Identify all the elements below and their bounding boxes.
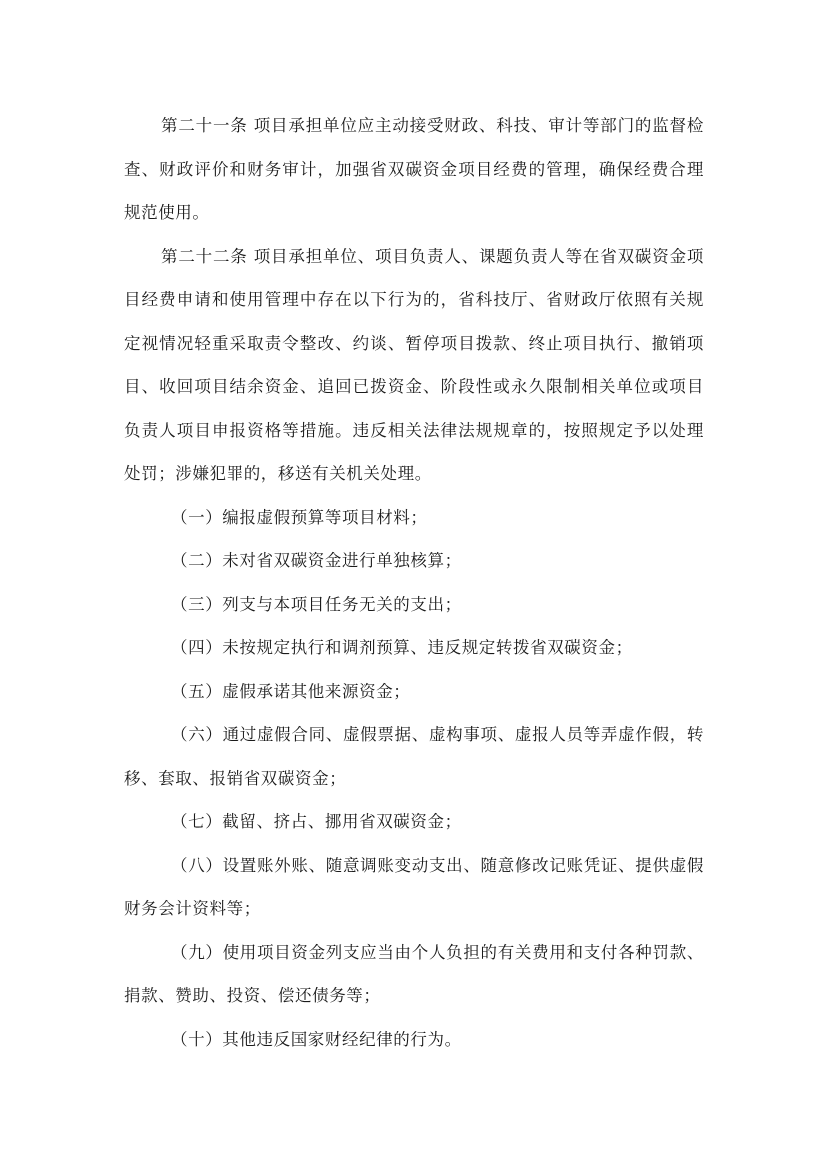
list-item-1: （一）编报虚假预算等项目材料；	[171, 507, 428, 527]
list-item-8: （八）设置账外账、随意调账变动支出、随意修改记账凭证、提供虚假财务会计资料等；	[124, 855, 704, 918]
article-22: 第二十二条 项目承担单位、项目负责人、课题负责人等在省双碳资金项目经费申请和使用管理中存在以下行为的，省科技厅、省财政厅依照有关规定视情况轻重采取责令整改、约谈、暂停项目拨款、终止项目执行、撤销项目、收回项目结余资金、追回已拨资金、阶段性或永久限制相关单位或项目负责人项目申报资格等措施。违反相关法律法规规章的，按照规定予以处理处罚；涉嫌犯罪的，移送有关机关处理。	[124, 246, 704, 483]
article-21: 第二十一条 项目承担单位应主动接受财政、科技、审计等部门的监督检查、财政评价和财务审计，加强省双碳资金项目经费的管理，确保经费合理规范使用。	[124, 116, 704, 222]
document-body	[124, 104, 704, 1061]
list-item-4: （四）未按规定执行和调剂预算、违反规定转拨省双碳资金；	[171, 638, 633, 657]
list-item-9: （九）使用项目资金列支应当由个人负担的有关费用和支付各种罚款、捐款、赞助、投资、偿还债务等；	[124, 942, 704, 1005]
list-item-2: （二）未对省双碳资金进行单独核算；	[171, 551, 462, 570]
list-item-6: （六）通过虚假合同、虚假票据、虚构事项、虚报人员等弄虚作假，转移、套取、报销省双碳资金；	[124, 725, 704, 788]
list-item-5: （五）虚假承诺其他来源资金；	[171, 681, 411, 701]
list-item-7: （七）截留、挤占、挪用省双碳资金；	[171, 812, 462, 831]
list-item-3: （三）列支与本项目任务无关的支出；	[171, 594, 462, 614]
list-item-10: （十）其他违反国家财经纪律的行为。	[171, 1029, 462, 1049]
